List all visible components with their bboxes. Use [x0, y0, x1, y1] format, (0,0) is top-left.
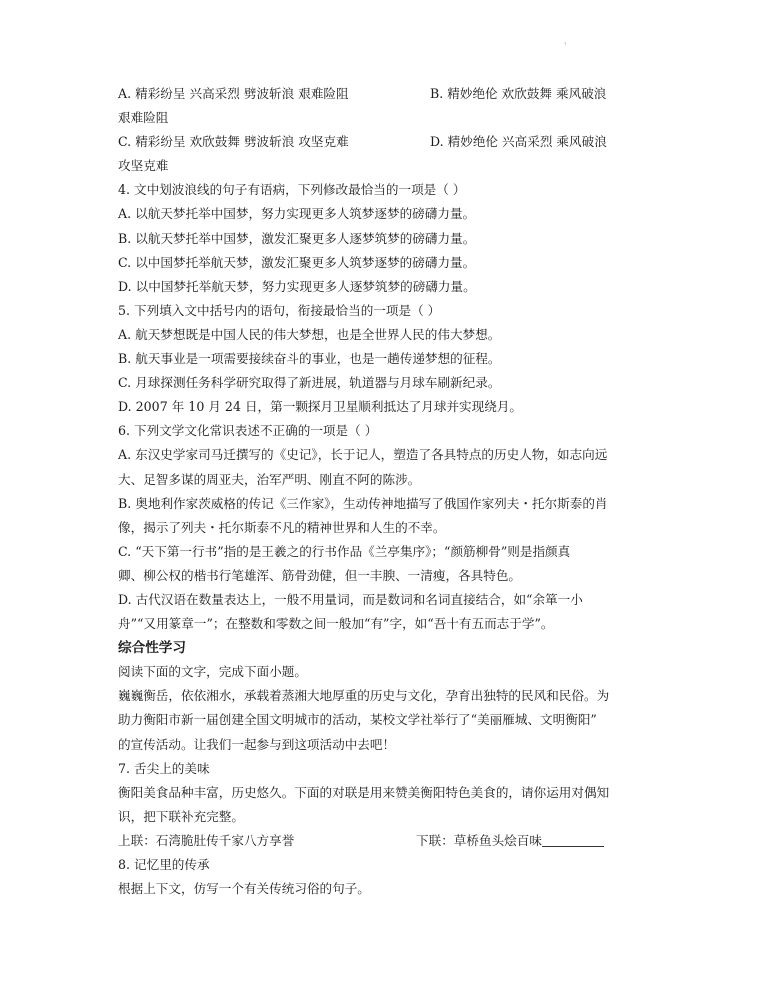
q5-option-d[interactable]: D. 2007 年 10 月 24 日，第一颗探月卫星顺利抵达了月球并实现绕月。: [118, 399, 523, 415]
q5-option-c[interactable]: C. 月球探测任务科学研究取得了新进展，轨道器与月球车刷新纪录。: [118, 375, 501, 391]
section-paragraph-line3: 的宣传活动。让我们一起参与到这项活动中去吧！: [118, 736, 396, 752]
q6-option-c-line1[interactable]: C. “天下第一行书”指的是王羲之的行书作品《兰亭集序》；“颜筋柳骨”则是指颜真: [118, 543, 571, 559]
q8-title: 8. 记忆里的传承: [118, 857, 210, 872]
section-paragraph-line2: 助力衡阳市新一届创建全国文明城市的活动，某校文学社举行了“美丽雁城、文明衡阳”: [118, 712, 597, 728]
q6-stem: 6. 下列文学文化常识表述不正确的一项是（ ）: [118, 423, 378, 439]
q4-option-a[interactable]: A. 以航天梦托举中国梦，努力实现更多人筑梦逐梦的磅礴力量。: [118, 206, 476, 222]
q7-lower-couplet-wrap: [416, 829, 604, 853]
q6-option-d-line2: 舟”“又用篆章一”；在整数和零数之间一般加“有”字，如“吾十有五而志于学”。: [118, 616, 554, 632]
q3-option-d[interactable]: D. 精妙绝伦 兴高采烈 乘风破浪: [430, 134, 607, 150]
q6-option-b-line2: 像，揭示了列夫・托尔斯泰不凡的精神世界和人生的不幸。: [118, 519, 446, 535]
q4-option-b[interactable]: B. 以航天梦托举中国梦，激发汇聚更多人逐梦筑梦的磅礴力量。: [118, 230, 476, 246]
q3-option-c[interactable]: C. 精彩纷呈 欢欣鼓舞 劈波斩浪 攻坚克难: [118, 134, 349, 150]
q4-stem: 4. 文中划波浪线的句子有语病，下列修改最恰当的一项是（ ）: [118, 182, 466, 198]
q6-option-a-line2: 大、足智多谋的周亚夫，治军严明、刚直不阿的陈涉。: [118, 471, 421, 487]
q4-option-d[interactable]: D. 以中国梦托举航天梦，努力实现更多人逐梦筑梦的磅礴力量。: [118, 278, 476, 294]
q7-couplet-row: [118, 829, 658, 853]
q5-option-b[interactable]: B. 航天事业是一项需要接续奋斗的事业，也是一趟传递梦想的征程。: [118, 351, 501, 367]
page-top-mark: ': [564, 42, 567, 52]
q6-option-a-line1[interactable]: A. 东汉史学家司马迁撰写的《史记》，长于记人，塑造了各具特点的历史人物，如志向远: [118, 447, 608, 463]
q3-options-row-1: [118, 82, 658, 106]
q6-option-d-line1[interactable]: D. 古代汉语在数量表达上，一般不用量词，而是数词和名词直接结合，如“余箪一小: [118, 591, 583, 607]
section-heading: 综合性学习: [118, 640, 186, 657]
q7-lower-couplet: 下联：草桥鱼头烩百味: [416, 832, 542, 848]
q7-upper-couplet: 上联：石湾脆肚传千家八方享誉: [118, 832, 295, 848]
q8-text: 根据上下文，仿写一个有关传统习俗的句子。: [118, 881, 370, 897]
q3-option-b[interactable]: B. 精妙绝伦 欢欣鼓舞 乘风破浪: [430, 86, 607, 101]
q3-option-b-continued: 艰难险阻: [118, 110, 169, 126]
q7-answer-blank[interactable]: [542, 832, 604, 847]
q7-title: 7. 舌尖上的美味: [118, 760, 210, 776]
q7-text-line1: 衡阳美食品种丰富，历史悠久。下面的对联是用来赞美衡阳特色美食的，请你运用对偶知: [118, 784, 610, 800]
q6-option-b-line1[interactable]: B. 奥地利作家茨威格的传记《三作家》，生动传神地描写了俄国作家列夫・托尔斯泰的肖: [118, 495, 608, 511]
q6-option-c-line2: 卿、柳公权的楷书行笔雄浑、筋骨劲健，但一丰腴、一清瘦，各具特色。: [118, 567, 521, 583]
q5-option-a[interactable]: A. 航天梦想既是中国人民的伟大梦想，也是全世界人民的伟大梦想。: [118, 326, 501, 342]
section-paragraph-line1: 巍巍衡岳，依依湘水，承载着蒸湘大地厚重的历史与文化，孕育出独特的民风和民俗。为: [118, 688, 610, 704]
section-intro: 阅读下面的文字，完成下面小题。: [118, 664, 307, 680]
q7-text-line2: 识，把下联补充完整。: [118, 808, 244, 824]
q3-option-d-continued: 攻坚克难: [118, 158, 169, 174]
q3-option-a[interactable]: A. 精彩纷呈 兴高采烈 劈波斩浪 艰难险阻: [118, 86, 349, 101]
q3-options-row-2: [118, 130, 658, 154]
q4-option-c[interactable]: C. 以中国梦托举航天梦，激发汇聚更多人筑梦逐梦的磅礴力量。: [118, 254, 476, 270]
q5-stem: 5. 下列填入文中括号内的语句，衔接最恰当的一项是（ ）: [118, 302, 441, 318]
exam-content: [118, 82, 658, 901]
